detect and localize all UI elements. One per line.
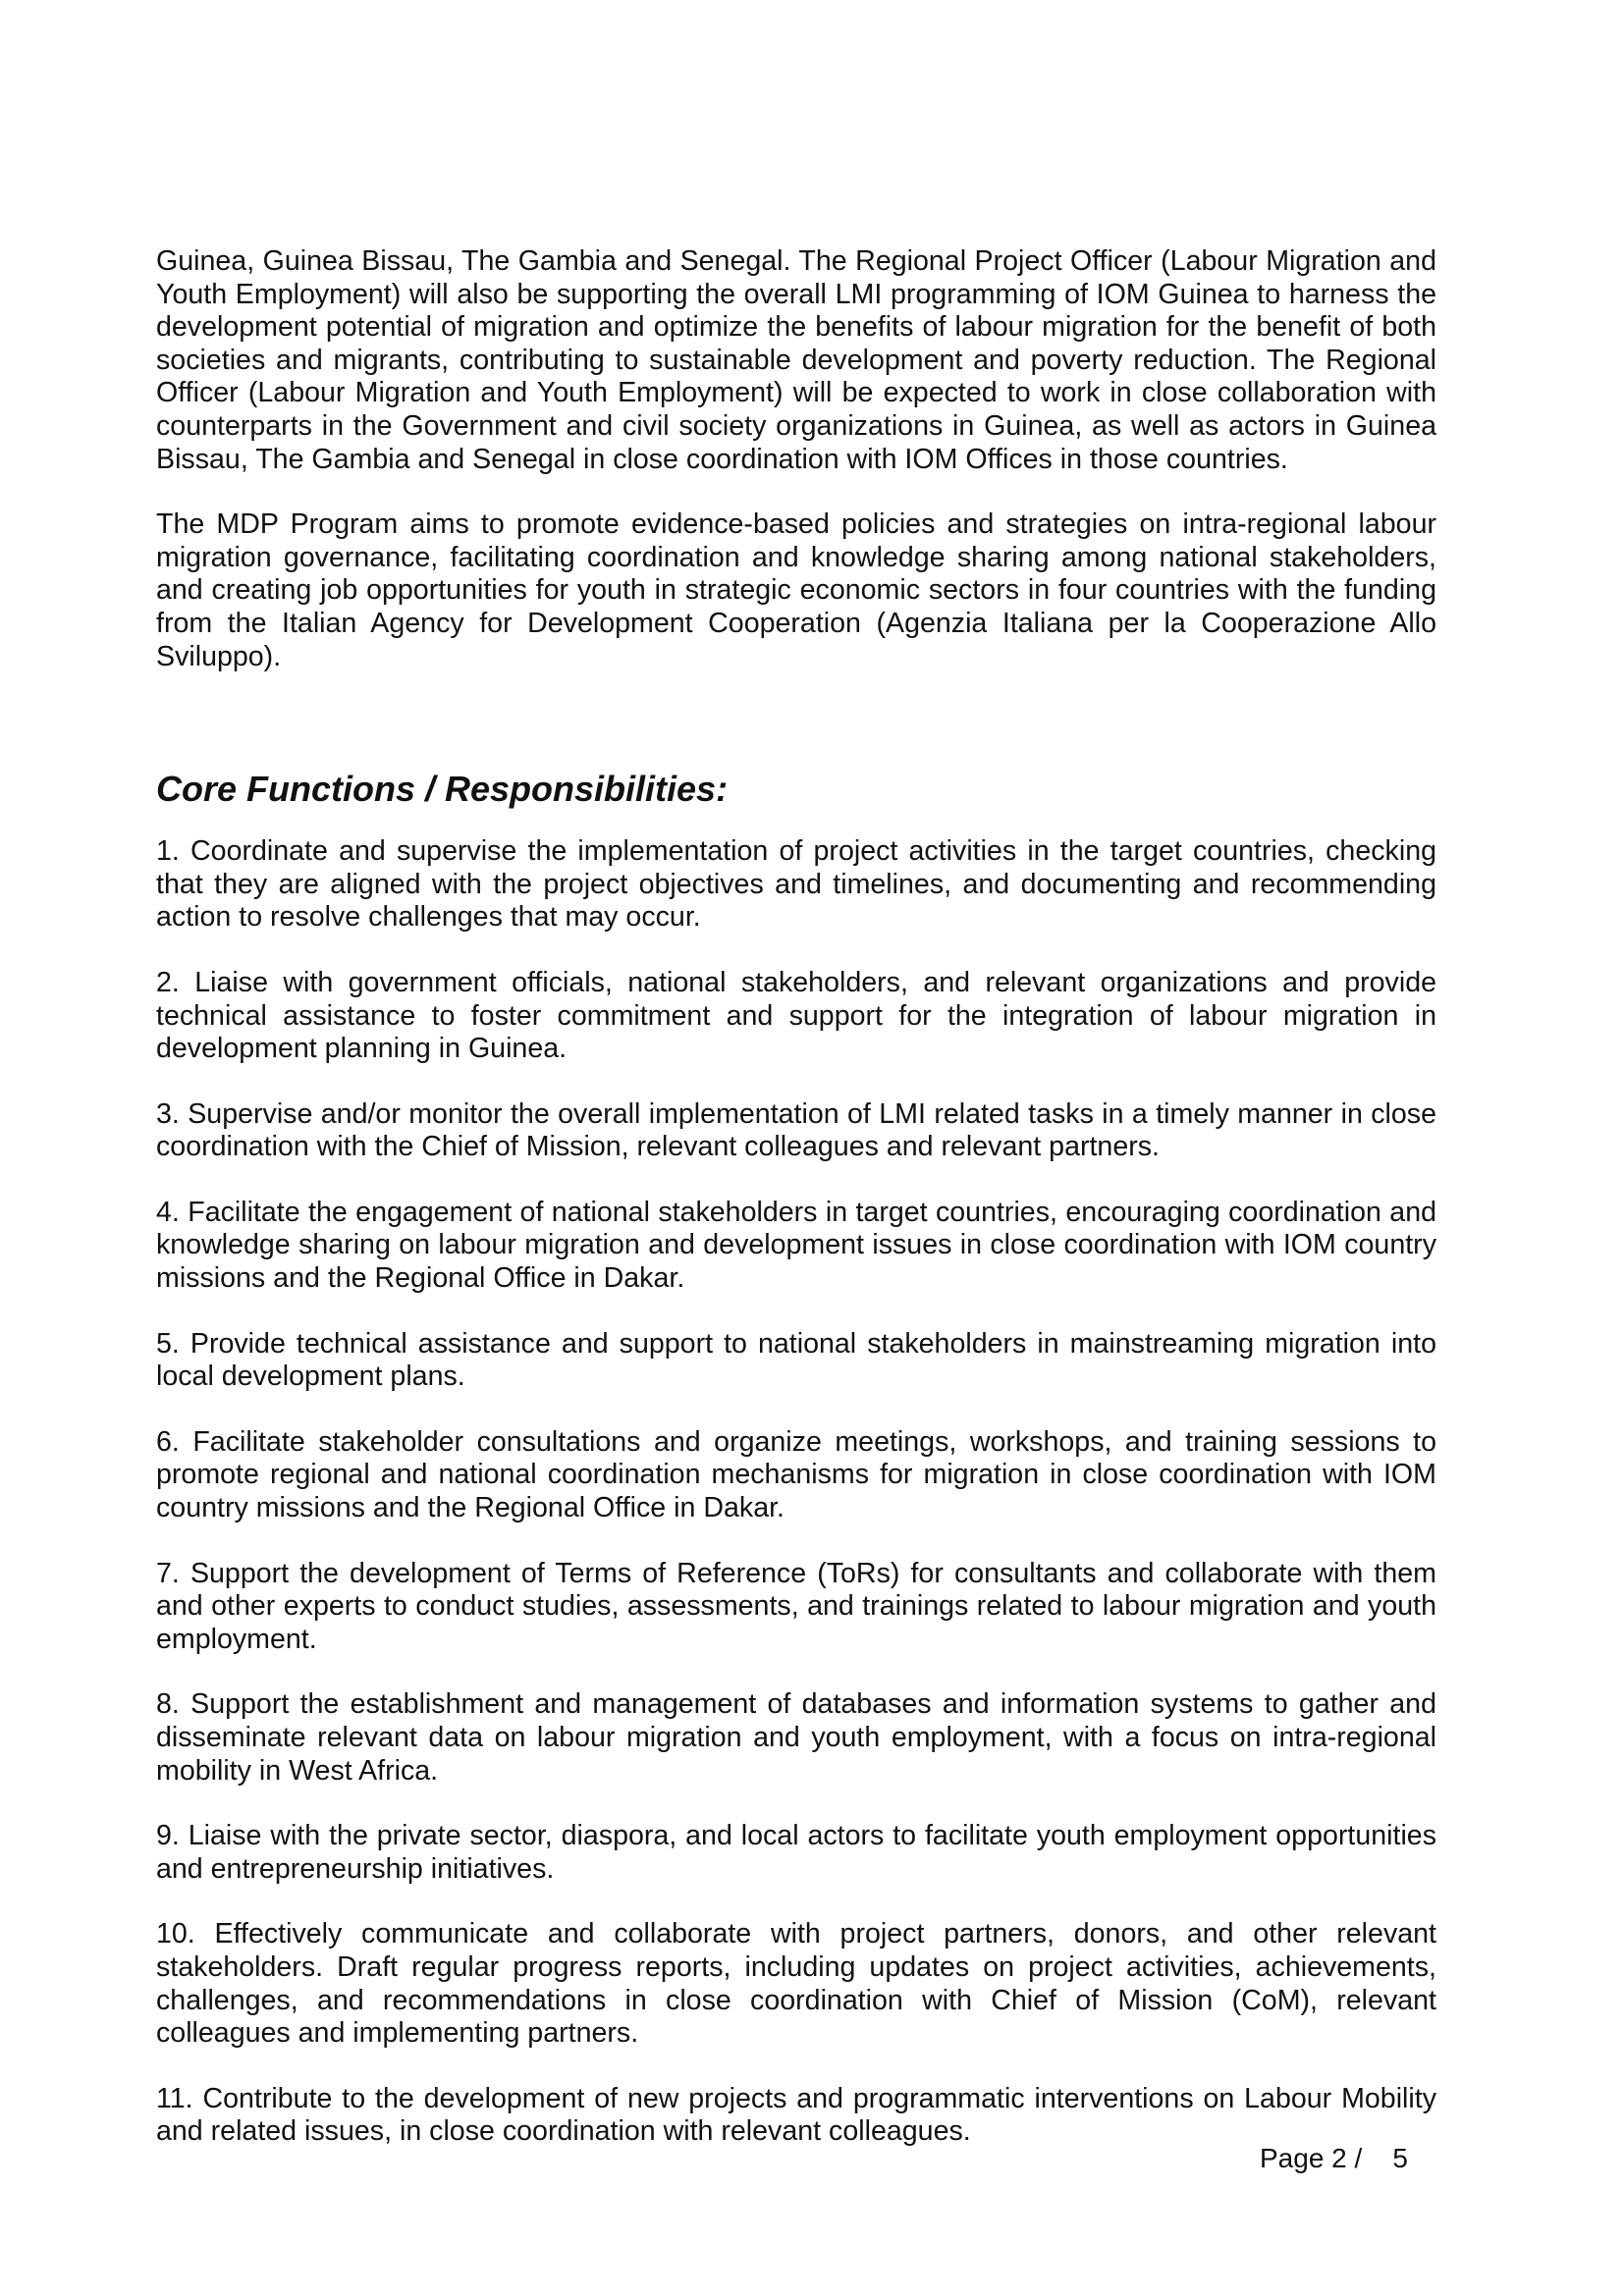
list-item: 7. Support the development of Terms of Reference (ToRs) for consultants and collaborate with them and other experts to conduct studies, assessments, and trainings related to labour migration and youth employment.	[156, 1557, 1436, 1655]
section-heading: Core Functions / Responsibilities:	[156, 769, 729, 810]
list-item: 6. Facilitate stakeholder consultations and organize meetings, workshops, and training sessions to promote regional and national coordination mechanisms for migration in close coordination with IOM country missions and the Regional Office in Dakar.	[156, 1425, 1436, 1524]
list-item: 8. Support the establishment and management of databases and information systems to gather and disseminate relevant data on labour migration and youth employment, with a focus on intra-regional mobility in West Africa.	[156, 1688, 1436, 1787]
list-item: 10. Effectively communicate and collaborate with project partners, donors, and other relevant stakeholders. Draft regular progress reports, including updates on project activities, achievements, challenges, and recommendations in close coordination with Chief of Mission (CoM), relevant colleagues and implementing partners.	[156, 1918, 1436, 2050]
list-item: 3. Supervise and/or monitor the overall implementation of LMI related tasks in a timely manner in close coordination with the Chief of Mission, relevant colleagues and relevant partners.	[156, 1097, 1436, 1163]
intro-paragraph-2: The MDP Program aims to promote evidence-based policies and strategies on intra-regional labour migration governance, facilitating coordination and knowledge sharing among national stakeholders, and creating job opportunities for youth in strategic economic sectors in four countries with the funding from the Italian Agency for Development Cooperation (Agenzia Italiana per la Cooperazione Allo Sviluppo).	[156, 508, 1436, 672]
list-item: 2. Liaise with government officials, national stakeholders, and relevant organizations and provide technical assistance to foster commitment and support for the integration of labour migration in development planning in Guinea.	[156, 966, 1436, 1065]
page-number: Page 2 / 5	[1260, 2143, 1408, 2173]
document-page	[156, 245, 1436, 2181]
intro-paragraph-1: Guinea, Guinea Bissau, The Gambia and Senegal. The Regional Project Officer (Labour Migration and Youth Employment) will also be supporting the overall LMI programming of IOM Guinea to harness the development potential of migration and optimize the benefits of labour migration for the benefit of both societies and migrants, contributing to sustainable development and poverty reduction. The Regional Officer (Labour Migration and Youth Employment) will be expected to work in close collaboration with counterparts in the Government and civil society organizations in Guinea, as well as actors in Guinea Bissau, The Gambia and Senegal in close coordination with IOM Offices in those countries.	[156, 245, 1436, 475]
responsibilities-list	[156, 835, 1436, 2149]
list-item: 11. Contribute to the development of new projects and programmatic interventions on Labour Mobility and related issues, in close coordination with relevant colleagues.	[156, 2082, 1436, 2148]
list-item: 9. Liaise with the private sector, diaspora, and local actors to facilitate youth employment opportunities and entrepreneurship initiatives.	[156, 1820, 1436, 1885]
list-item: 1. Coordinate and supervise the implementation of project activities in the target countries, checking that they are aligned with the project objectives and timelines, and documenting and recommending action to resolve challenges that may occur.	[156, 835, 1436, 934]
list-item: 4. Facilitate the engagement of national stakeholders in target countries, encouraging coordination and knowledge sharing on labour migration and development issues in close coordination with IOM country missions and the Regional Office in Dakar.	[156, 1196, 1436, 1295]
list-item: 5. Provide technical assistance and support to national stakeholders in mainstreaming migration into local development plans.	[156, 1327, 1436, 1393]
